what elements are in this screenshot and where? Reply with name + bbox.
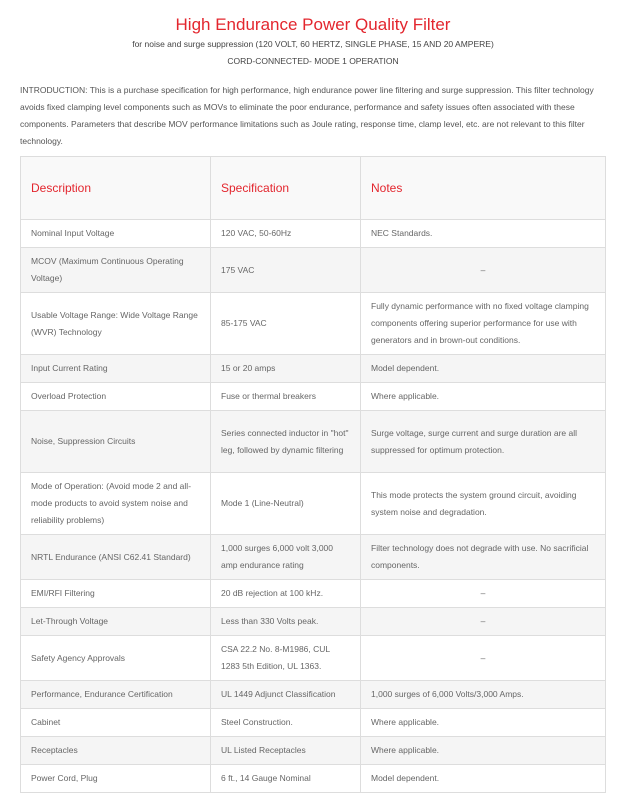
cell-specification: UL Listed Receptacles [211,737,361,765]
table-row [21,765,606,793]
table-row [21,355,606,383]
cell-notes: Where applicable. [361,383,606,411]
subtitle-line-1: for noise and surge suppression (120 VOLT, 60 HERTZ, SINGLE PHASE, 15 AND 20 AMPERE) [132,39,494,49]
cell-specification: Less than 330 Volts peak. [211,608,361,636]
header-notes: Notes [361,157,606,220]
cell-description: Safety Agency Approvals [21,636,211,681]
cell-specification: 15 or 20 amps [211,355,361,383]
table-row [21,535,606,580]
cell-notes: – [361,608,606,636]
cell-description: Let-Through Voltage [21,608,211,636]
introduction-paragraph: INTRODUCTION: This is a purchase specification for high performance, high endurance power line filtering and surge suppression. This filter technology avoids fixed clamping level components such as MOVs to eliminate the poor endurance, performance and safety issues often associated with these components. Parameters that describe MOV performance limitations such as Joule rating, response time, clamp level, etc. are not relevant to this filter technology. [20,85,594,146]
cell-notes: NEC Standards. [361,220,606,248]
cell-notes: – [361,580,606,608]
table-row [21,681,606,709]
cell-notes: Model dependent. [361,765,606,793]
cell-specification: 175 VAC [211,248,361,293]
table-row [21,248,606,293]
cell-description: Receptacles [21,737,211,765]
cell-notes: – [361,636,606,681]
table-row [21,580,606,608]
cell-description: EMI/RFI Filtering [21,580,211,608]
cell-description: Performance, Endurance Certification [21,681,211,709]
cell-description: NRTL Endurance (ANSI C62.41 Standard) [21,535,211,580]
table-row [21,220,606,248]
table-row [21,411,606,473]
cell-description: Noise, Suppression Circuits [21,411,211,473]
cell-specification: Mode 1 (Line-Neutral) [211,473,361,535]
table-row [21,636,606,681]
cell-notes: 1,000 surges of 6,000 Volts/3,000 Amps. [361,681,606,709]
cell-notes: Where applicable. [361,709,606,737]
table-row [21,383,606,411]
cell-notes: Fully dynamic performance with no fixed voltage clamping components offering superior performance for use with generators and in brown-out conditions. [361,293,606,355]
cell-specification: Fuse or thermal breakers [211,383,361,411]
table-row [21,293,606,355]
cell-specification: 120 VAC, 50-60Hz [211,220,361,248]
page-title: High Endurance Power Quality Filter [175,15,451,34]
cell-specification: CSA 22.2 No. 8-M1986, CUL 1283 5th Edition, UL 1363. [211,636,361,681]
cell-description: Mode of Operation: (Avoid mode 2 and all-mode products to avoid system noise and reliability problems) [21,473,211,535]
table-header-row [21,157,606,220]
cell-description: Input Current Rating [21,355,211,383]
cell-notes: Surge voltage, surge current and surge duration are all suppressed for optimum protection. [361,411,606,473]
cell-specification: 1,000 surges 6,000 volt 3,000 amp endurance rating [211,535,361,580]
cell-notes: This mode protects the system ground circuit, avoiding system noise and degradation. [361,473,606,535]
table-row [21,709,606,737]
subtitle-line-2: CORD-CONNECTED- MODE 1 OPERATION [227,56,399,66]
table-row [21,473,606,535]
cell-specification: Steel Construction. [211,709,361,737]
cell-specification: 6 ft., 14 Gauge Nominal [211,765,361,793]
cell-description: Usable Voltage Range: Wide Voltage Range (WVR) Technology [21,293,211,355]
cell-description: MCOV (Maximum Continuous Operating Voltage) [21,248,211,293]
table-row [21,737,606,765]
cell-specification: 20 dB rejection at 100 kHz. [211,580,361,608]
header-description: Description [21,157,211,220]
cell-description: Nominal Input Voltage [21,220,211,248]
cell-notes: Where applicable. [361,737,606,765]
cell-specification: Series connected inductor in "hot" leg, followed by dynamic filtering [211,411,361,473]
cell-notes: – [361,248,606,293]
cell-notes: Filter technology does not degrade with use. No sacrificial components. [361,535,606,580]
header-specification: Specification [211,157,361,220]
specification-table [20,156,606,793]
cell-description: Cabinet [21,709,211,737]
cell-notes: Model dependent. [361,355,606,383]
cell-description: Overload Protection [21,383,211,411]
cell-description: Power Cord, Plug [21,765,211,793]
cell-specification: 85-175 VAC [211,293,361,355]
cell-specification: UL 1449 Adjunct Classification [211,681,361,709]
table-row [21,608,606,636]
